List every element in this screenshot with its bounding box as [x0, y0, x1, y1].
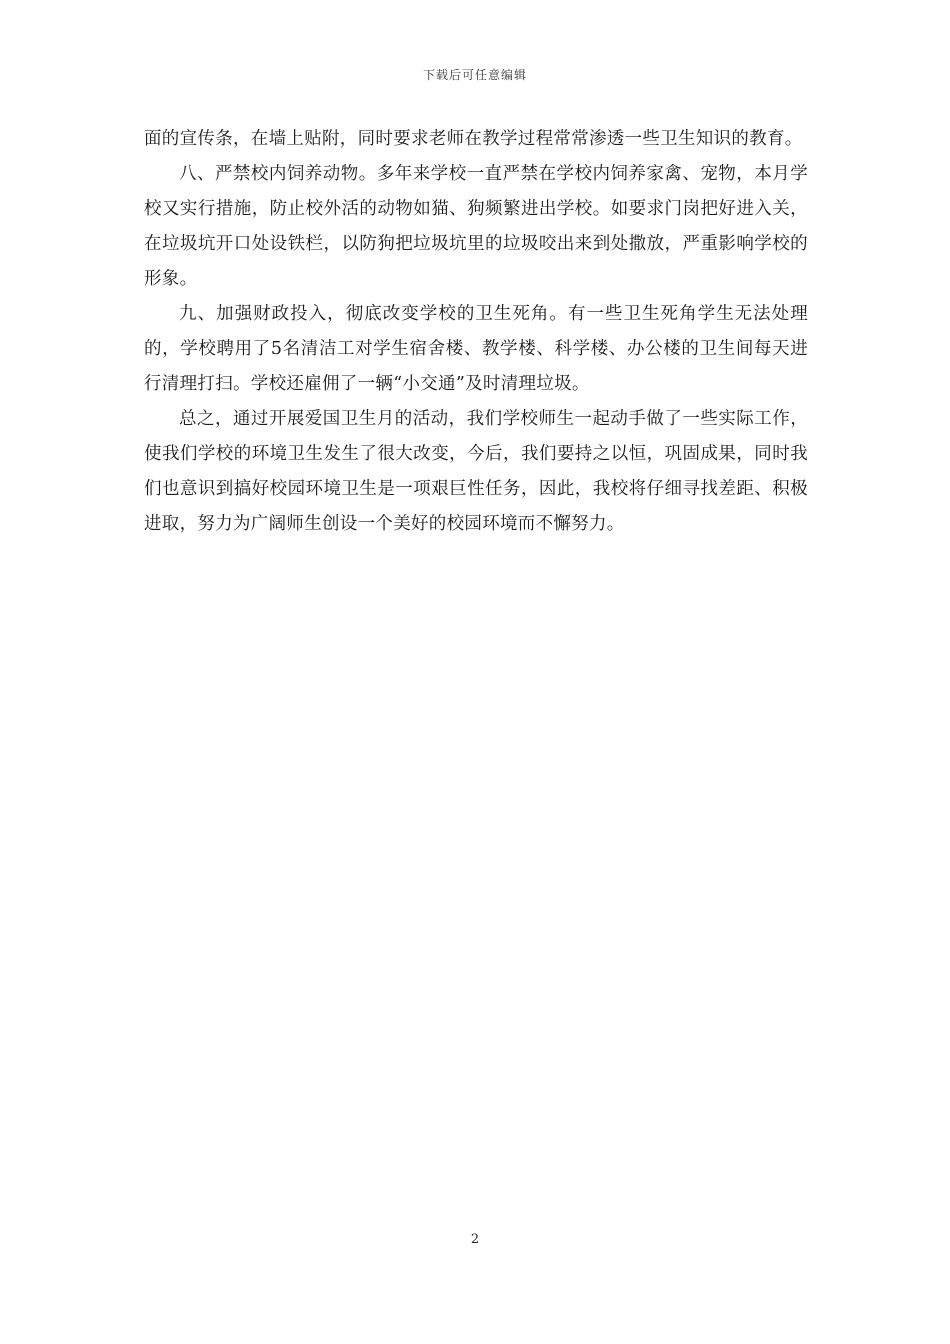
document-body — [144, 122, 808, 542]
paragraph-item-9: 九、加强财政投入，彻底改变学校的卫生死角。有一些卫生死角学生无法处理的，学校聘用了5名清洁工对学生宿舍楼、教学楼、科学楼、办公楼的卫生间每天进行清理打扫。学校还雇佣了一辆“小交通”及时清理垃圾。 — [144, 304, 808, 394]
paragraph-summary: 总之，通过开展爱国卫生月的活动，我们学校师生一起动手做了一些实际工作，使我们学校的环境卫生发生了很大改变，今后，我们要持之以恒，巩固成果，同时我们也意识到搞好校园环境卫生是一项艰巨性任务，因此，我校将仔细寻找差距、积极进取，努力为广阔师生创设一个美好的校园环境而不懈努力。 — [144, 409, 808, 534]
paragraph-continuation: 面的宣传条，在墙上贴附，同时要求老师在教学过程常常渗透一些卫生知识的教育。 — [144, 129, 803, 149]
page-number: 2 — [470, 1232, 480, 1247]
paragraph-item-8: 八、严禁校内饲养动物。多年来学校一直严禁在学校内饲养家禽、宠物，本月学校又实行措施，防止校外活的动物如猫、狗频繁进出学校。如要求门岗把好进入关，在垃圾坑开口处设铁栏，以防狗把垃圾坑里的垃圾咬出来到处撒放，严重影响学校的形象。 — [144, 164, 808, 289]
page-header: 下载后可任意编辑 — [422, 68, 527, 82]
